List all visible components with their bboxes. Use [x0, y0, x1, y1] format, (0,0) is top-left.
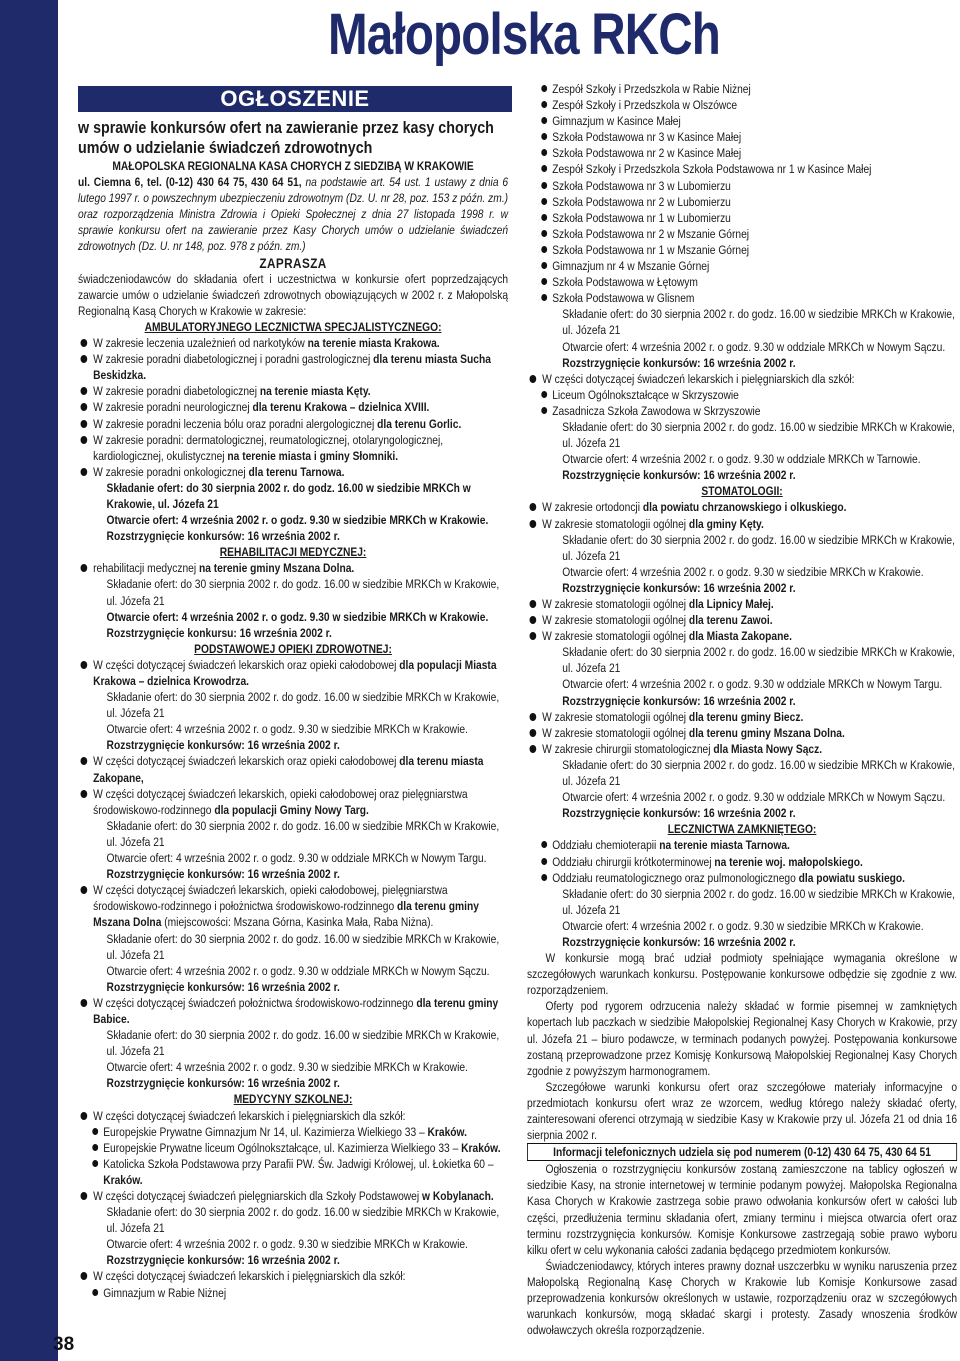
item-text: W zakresie poradni onkologicznej	[93, 464, 246, 479]
deadline-text: Składanie ofert: do 30 sierpnia 2002 r. do godz. 16.00 w siedzibie MRKCh w Krakowie, ul. Józefa 21	[106, 1205, 500, 1236]
org-name: MAŁOPOLSKA REGIONALNA KASA CHORYCH Z SIEDZIBĄ W KRAKOWIE	[112, 159, 474, 173]
school-item: Gimnazjum nr 4 w Mszanie Górnej	[527, 258, 957, 274]
item-text: W zakresie stomatologii ogólnej	[542, 709, 687, 724]
item-area: dla gminy Kęty.	[688, 516, 764, 531]
item-area: dla terenu gminy Mszana Dolna	[93, 899, 479, 930]
resolution-text: Rozstrzygnięcie konkursów: 16 września 2002 r.	[106, 867, 340, 882]
item-area: dla terenu Krakowa – dzielnica XVIII.	[252, 400, 430, 415]
school-item	[527, 854, 957, 870]
item-text: W części dotyczącej świadczeń lekarskich, opieki całodobowej oraz pielęgniarstwa środowiskowo-rodzinnego	[93, 786, 468, 817]
school-item: Zasadnicza Szkoła Zawodowa w Skrzyszowie	[527, 403, 957, 419]
list-item: W części dotyczącej świadczeń lekarskich i pielęgniarskich dla szkół:	[78, 1268, 508, 1284]
org-address: ul. Ciemna 6, tel. (0-12) 430 64 75, 430 64 51,	[78, 175, 302, 190]
item-area: Kraków.	[461, 1140, 501, 1155]
opening-text: Otwarcie ofert: 4 września 2002 r. o godz. 9.30 w siedzibie MRKCh w Krakowie.	[106, 513, 489, 528]
list-item	[78, 464, 508, 480]
item-area: dla powiatu suskiego.	[798, 870, 906, 885]
announcement-title: w sprawie konkursów ofert na zawieranie przez kasy chorych umów o udzielanie świadczeń zdrowotnych	[78, 118, 494, 157]
item-area: na terenie miasta i gminy Słomniki.	[227, 448, 399, 463]
resolution-text: Rozstrzygnięcie konkursów: 16 września 2002 r.	[562, 580, 796, 595]
conditions-paragraph: W konkursie mogą brać udział podmioty spełniające wymagania określone w szczegółowych warunkach konkursu. Postępowanie konkursowe odbędzie się zgodnie z ww. rozporządzeniem.	[527, 951, 958, 998]
dentistry-list	[527, 596, 957, 644]
section-ambulatory: AMBULATORYJNEGO LECZNICTWA SPECJALISTYCZNEGO:	[144, 319, 442, 334]
opening-text: Otwarcie ofert: 4 września 2002 r. o godz. 9.30 w siedzibie MRKCh w Krakowie.	[106, 1060, 468, 1075]
deadline-text: Składanie ofert: do 30 sierpnia 2002 r. do godz. 16.00 w siedzibie MRKCh w Krakowie, ul. Józefa 21	[106, 690, 500, 721]
opening-text: Otwarcie ofert: 4 września 2002 r. o godz. 9.30 w oddziale MRKCh w Nowym Sączu.	[562, 339, 946, 354]
item-area: dla terenu gminy Babice.	[93, 995, 499, 1026]
item-text: Europejskie Prywatne Gimnazjum Nr 14, ul. Kazimierza Wielkiego 33 –	[103, 1124, 425, 1139]
item-area: dla populacji Miasta Krakowa – dzielnica Krowodrza.	[93, 657, 497, 688]
legal-basis-text: na podstawie art. 54 ust. 1 ustawy z dnia 6 lutego 1997 r. o powszechnym ubezpieczeniu zdrowotnym (Dz. U. nr 28, poz. 153 z późn. zm.) oraz rozporządzenia Ministra Zdrowia i Opieki Społecznej z dnia 27 listopada 1998 r. w sprawie konkursu ofert na zawieranie przez Kasy Chorych umów o udzielanie świadczeń zdrowotnych (Dz. U. nr 148, poz. 978 z późn. zm.)	[78, 175, 509, 254]
item-area: dla populacji Gminy Nowy Targ.	[214, 802, 369, 817]
school-item: Gimnazjum w Kasince Małej	[527, 113, 957, 129]
item-area: dla terenu miasta Sucha Beskidzka.	[93, 352, 491, 383]
list-item	[78, 560, 508, 576]
item-text: W zakresie stomatologii ogólnej	[542, 516, 687, 531]
item-text: W zakresie poradni diabetologicznej i poradni gastrologicznej	[93, 352, 371, 367]
list-item	[527, 628, 957, 644]
opening-text: Otwarcie ofert: 4 września 2002 r. o godz. 9.30 w oddziale MRKCh w Nowym Targu.	[106, 851, 487, 866]
school-item: Gimnazjum w Rabie Niżnej	[78, 1285, 508, 1301]
item-area: dla terenu Zawoi.	[688, 613, 773, 628]
right-column	[527, 81, 957, 1338]
school-list	[527, 387, 957, 419]
item-text: Europejskie Prywatne liceum Ogólnokształcące, ul. Kazimierza Wielkiego 33 –	[103, 1140, 459, 1155]
invite-heading: ZAPRASZA	[259, 254, 327, 271]
list-item	[78, 995, 508, 1027]
section-rehabilitation: REHABILITACJI MEDYCZNEJ:	[219, 545, 367, 560]
list-item	[78, 335, 508, 351]
section-primary-care: PODSTAWOWEJ OPIEKI ZDROWOTNEJ:	[194, 641, 392, 656]
item-area: na terenie gminy Mszana Dolna.	[198, 561, 355, 576]
item-text: Oddziału chemioterapii	[552, 838, 657, 853]
school-item	[78, 1124, 508, 1140]
school-item	[527, 837, 957, 853]
opening-text: Otwarcie ofert: 4 września 2002 r. o godz. 9.30 w oddziale MRKCh w Nowym Sączu.	[106, 963, 490, 978]
deadline-text: Składanie ofert: do 30 sierpnia 2002 r. do godz. 16.00 w siedzibie MRKCh w Krakowie, ul. Józefa 21	[562, 307, 955, 338]
item-text: W części dotyczącej świadczeń lekarskich, opieki całodobowej, pielęgniarstwa środowiskowo-rodzinnego i położnictwa środowiskowo-rodzinnego	[93, 883, 448, 914]
list-item	[78, 351, 508, 383]
dentistry-list	[527, 709, 957, 757]
item-area: na terenie woj. małopolskiego.	[714, 854, 863, 869]
inpatient-list	[527, 837, 957, 885]
item-area: na terenie miasta Krakowa.	[307, 336, 440, 351]
item-text: Katolicka Szkoła Podstawowa przy Parafii PW. Św. Jadwigi Królowej, ul. Łokietka 60 –	[103, 1156, 494, 1171]
opening-text: Otwarcie ofert: 4 września 2002 r. o godz. 9.30 w siedzibie MRKCh w Krakowie.	[106, 722, 468, 737]
item-area: na terenie miasta Tarnowa.	[659, 838, 790, 853]
opening-text: Otwarcie ofert: 4 września 2002 r. o godz. 9.30 w siedzibie MRKCh w Krakowie.	[106, 1237, 468, 1252]
item-text: W części dotyczącej świadczeń pielęgniarskich dla Szkoły Podstawowej	[93, 1189, 420, 1203]
legal-basis	[78, 174, 508, 254]
item-text: W zakresie poradni leczenia bólu oraz poradni alergologicznej	[93, 416, 375, 431]
list-item	[78, 383, 508, 399]
school-item: Szkoła Podstawowa nr 2 w Mszanie Górnej	[527, 226, 957, 242]
resolution-text: Rozstrzygnięcie konkursu: 16 września 2002 r.	[106, 625, 332, 640]
school-item: Szkoła Podstawowa nr 3 w Kasince Małej	[527, 129, 957, 145]
item-text: W zakresie stomatologii ogólnej	[542, 613, 687, 628]
deadline-text: Składanie ofert: do 30 sierpnia 2002 r. do godz. 16.00 w siedzibie MRKCh w Krakowie, ul. Józefa 21	[106, 1028, 500, 1059]
deadline-text: Składanie ofert: do 30 sierpnia 2002 r. do godz. 16.00 w siedzibie MRKCh w Krakowie, ul. Józefa 21	[562, 886, 955, 917]
list-item	[78, 399, 508, 415]
list-item	[527, 499, 957, 515]
item-area: dla terenu miasta Zakopane,	[93, 754, 484, 785]
item-text: W zakresie ortodoncji	[542, 500, 640, 515]
deadline-text: Składanie ofert: do 30 sierpnia 2002 r. do godz. 16.00 w siedzibie MRKCh w Krakowie, ul. Józefa 21	[106, 577, 500, 608]
item-area: dla Miasta Nowy Sącz.	[713, 741, 823, 756]
left-column	[78, 118, 508, 1301]
item-text: W zakresie poradni neurologicznej	[93, 400, 250, 415]
sidebar-gap	[58, 0, 78, 1361]
list-item	[78, 657, 508, 689]
school-list	[527, 81, 957, 306]
resolution-text: Rozstrzygnięcie konkursów: 16 września 2002 r.	[562, 934, 796, 949]
item-text: W zakresie chirurgii stomatologicznej	[542, 741, 711, 756]
item-note: (miejscowości: Mszana Górna, Kasinka Mała, Raba Niżna).	[164, 915, 434, 930]
masthead-title: Małopolska RKCh	[328, 2, 721, 67]
list-item	[78, 786, 508, 818]
section-school-medicine: MEDYCYNY SZKOLNEJ:	[233, 1092, 353, 1107]
item-text: W części dotyczącej świadczeń lekarskich oraz opieki całodobowej	[93, 657, 397, 672]
intro-text: świadczeniodawców do składania ofert i uczestnictwa w konkursie ofert poprzedzających zawarcie umów o udzielanie świadczeń zdrowotnych obowiązujących w 2002 r. z Małopolską Regionalną Kasą Chorych w Krakowie w zakresie:	[78, 271, 509, 318]
item-text: rehabilitacji medycznej	[93, 561, 197, 576]
list-item: W części dotyczącej świadczeń lekarskich i pielęgniarskich dla szkół:	[78, 1108, 508, 1124]
list-item	[527, 741, 957, 757]
resolution-text: Rozstrzygnięcie konkursów: 16 września 2002 r.	[562, 693, 796, 708]
item-area: dla powiatu chrzanowskiego i olkuskiego.	[642, 500, 847, 515]
list-item	[78, 753, 508, 785]
item-area: dla terenu Tarnowa.	[248, 464, 345, 479]
school-item: Szkoła Podstawowa nr 2 w Lubomierzu	[527, 194, 957, 210]
results-paragraph: Ogłoszenia o rozstrzygnięciu konkursów zostaną zamieszczone na tablicy ogłoszeń w siedzibie Kasy, na stronie internetowej w terminie podanym powyżej. Małopolska Regionalna Kasa Chorych w Krakowie zastrzega sobie prawo odwołania konkursów ofert w całości lub części, przedłużenia terminu składania ofert, zmiany terminu i miejsca otwarcia ofert oraz terminu rozstrzygnięcia konkursów. Komisje Konkursowe zastrzegają sobie prawo wyboru kilku ofert w celu wykonania całości zadania będącego przedmiotem konkursów.	[527, 1162, 958, 1257]
list-item	[78, 1188, 508, 1204]
item-area: Kraków.	[103, 1172, 143, 1187]
item-area: w Kobylanach.	[422, 1189, 494, 1203]
deadline-text: Składanie ofert: do 30 sierpnia 2002 r. do godz. 16.00 w siedzibie MRKCh w Krakowie, ul. Józefa 21	[562, 532, 955, 563]
deadline-text: Składanie ofert: do 30 sierpnia 2002 r. do godz. 16.00 w siedzibie MRKCh w Krakowie, ul. Józefa 21	[106, 931, 500, 962]
item-area: dla terenu gminy Mszana Dolna.	[688, 725, 845, 740]
school-item: Szkoła Podstawowa nr 2 w Kasince Małej	[527, 145, 957, 161]
page-sidebar-band	[0, 0, 58, 1361]
item-area: dla terenu Gorlic.	[377, 416, 462, 431]
opening-text: Otwarcie ofert: 4 września 2002 r. o godz. 9.30 w oddziale MRKCh w Tarnowie.	[562, 452, 921, 467]
school-item: Zespół Szkoły i Przedszkola Szkoła Podstawowa nr 1 w Kasince Małej	[527, 161, 957, 177]
list-item	[527, 709, 957, 725]
dentistry-list	[527, 499, 957, 531]
item-text: Oddziału reumatologicznego oraz pulmonologicznego	[552, 870, 796, 885]
item-text: W zakresie stomatologii ogólnej	[542, 725, 687, 740]
item-text: W zakresie poradni diabetologicznej	[93, 384, 258, 399]
school-item: Zespół Szkoły i Przedszkola w Olszówce	[527, 97, 957, 113]
school-item: Zespół Szkoły i Przedszkola w Rabie Niżnej	[527, 81, 957, 97]
resolution-text: Rozstrzygnięcie konkursów: 16 września 2002 r.	[562, 806, 796, 821]
opening-text: Otwarcie ofert: 4 września 2002 r. o godz. 9.30 w oddziale MRKCh w Nowym Sączu.	[562, 790, 946, 805]
deadline-text: Składanie ofert: do 30 sierpnia 2002 r. do godz. 16.00 w siedzibie MRKCh w Krakowie, ul. Józefa 21	[562, 757, 955, 789]
item-area: Kraków.	[427, 1124, 467, 1139]
page-number: 38	[53, 1334, 75, 1355]
item-text: Oddziału chirurgii krótkoterminowej	[552, 854, 712, 869]
phone-info-box: Informacji telefonicznych udziela się pod numerem (0-12) 430 64 75, 430 64 51	[527, 1143, 957, 1161]
ambulatory-list	[78, 335, 508, 480]
resolution-text: Rozstrzygnięcie konkursów: 16 września 2002 r.	[106, 738, 340, 753]
item-area: dla Miasta Zakopane.	[688, 629, 792, 644]
school-item	[527, 870, 957, 886]
section-dentistry: STOMATOLOGII:	[701, 484, 783, 499]
list-item	[527, 725, 957, 741]
list-item	[527, 612, 957, 628]
item-text: W części dotyczącej świadczeń lekarskich oraz opieki całodobowej	[93, 754, 397, 769]
list-item	[78, 416, 508, 432]
school-item	[78, 1156, 508, 1188]
deadline-text: Składanie ofert: do 30 sierpnia 2002 r. do godz. 16.00 w siedzibie MRKCh w Krakowie, ul. Józefa 21	[106, 480, 471, 511]
list-item	[527, 596, 957, 612]
list-item	[527, 516, 957, 532]
item-text: W zakresie leczenia uzależnień od narkotyków	[93, 336, 305, 351]
opening-text: Otwarcie ofert: 4 września 2002 r. o godz. 9.30 w siedzibie MRKCh w Krakowie.	[562, 564, 924, 579]
submission-paragraph: Oferty pod rygorem odrzucenia należy składać w formie pisemnej w zamkniętych kopertach lub paczkach w siedzibie Małopolskiej Regionalnej Kasy Chorych w Krakowie, przy ul. Józefa 21 – biuro podawcze, w terminach podanych powyżej. Postępowania konkursowe zostaną przeprowadzone przez Komisję Konkursową Małopolskiej Regionalnej Kasy Chorych zgodnie z powyższym harmonogramem.	[527, 999, 958, 1078]
school-item: Szkoła Podstawowa nr 1 w Lubomierzu	[527, 210, 957, 226]
item-text: W zakresie poradni: dermatologicznej, reumatologicznej, otolaryngologicznej, kardiologicznej, okulistycznej	[93, 432, 444, 463]
resolution-text: Rozstrzygnięcie konkursów: 16 września 2002 r.	[562, 355, 796, 370]
school-list	[78, 1124, 508, 1188]
appeals-paragraph: Świadczeniodawcy, których interes prawny doznał uszczerbku w wyniku naruszenia przez Małopolską Regionalną Kasę Chorych w Krakowie lub Komisje Konkursowe zasad przeprowadzenia konkursów określonych w ustawie, rozporządzeniu oraz w szczegółowych warunkach konkursów, mogą składać skargi i protesty. Zasady wnoszenia środków odwoławczych określa rozporządzenie.	[527, 1258, 958, 1338]
list-item: W części dotyczącej świadczeń lekarskich i pielęgniarskich dla szkół:	[527, 371, 957, 387]
item-text: W zakresie stomatologii ogólnej	[542, 597, 687, 611]
school-item: Szkoła Podstawowa nr 1 w Mszanie Górnej	[527, 242, 957, 258]
school-item: Szkoła Podstawowa nr 3 w Lubomierzu	[527, 178, 957, 194]
resolution-text: Rozstrzygnięcie konkursów: 16 września 2002 r.	[106, 1076, 340, 1091]
list-item	[78, 432, 508, 464]
item-area: dla terenu gminy Biecz.	[688, 709, 804, 724]
item-area: na terenie miasta Kęty.	[259, 384, 371, 399]
school-item: Szkoła Podstawowa w Łętowym	[527, 274, 957, 290]
resolution-text: Rozstrzygnięcie konkursów: 16 września 2002 r.	[562, 468, 796, 483]
resolution-text: Rozstrzygnięcie konkursów: 16 września 2002 r.	[106, 979, 340, 994]
section-inpatient: LECZNICTWA ZAMKNIĘTEGO:	[667, 822, 817, 837]
opening-text: Otwarcie ofert: 4 września 2002 r. o godz. 9.30 w siedzibie MRKCh w Krakowie.	[562, 918, 924, 933]
opening-text: Otwarcie ofert: 4 września 2002 r. o godz. 9.30 w siedzibie MRKCh w Krakowie.	[106, 609, 489, 624]
item-area: dla Lipnicy Małej.	[688, 597, 774, 611]
item-text: W części dotyczącej świadczeń położnictwa środowiskowo-rodzinnego	[93, 995, 414, 1010]
list-item	[78, 882, 508, 930]
deadline-text: Składanie ofert: do 30 sierpnia 2002 r. do godz. 16.00 w siedzibie MRKCh w Krakowie, ul. Józefa 21	[106, 818, 500, 849]
materials-paragraph: Szczegółowe warunki konkursu ofert oraz szczegółowe materiały informacyjne o przedmiotach konkursu ofert wraz ze wzorcem, według którego należy składać oferty, zainteresowani oferenci otrzymają w siedzibie Kasy w Krakowie przy ul. Józefa 21 od dnia 16 sierpnia 2002 r.	[527, 1079, 958, 1143]
school-item	[78, 1140, 508, 1156]
opening-text: Otwarcie ofert: 4 września 2002 r. o godz. 9.30 w oddziale MRKCh w Nowym Targu.	[562, 677, 943, 692]
announcement-banner: OGŁOSZENIE	[78, 86, 512, 112]
school-item: Szkoła Podstawowa w Glisnem	[527, 290, 957, 306]
deadline-text: Składanie ofert: do 30 sierpnia 2002 r. do godz. 16.00 w siedzibie MRKCh w Krakowie, ul. Józefa 21	[562, 419, 955, 451]
resolution-text: Rozstrzygnięcie konkursów: 16 września 2002 r.	[106, 529, 340, 544]
item-text: W zakresie stomatologii ogólnej	[542, 629, 687, 644]
school-item: Liceum Ogólnokształcące w Skrzyszowie	[527, 387, 957, 403]
deadline-text: Składanie ofert: do 30 sierpnia 2002 r. do godz. 16.00 w siedzibie MRKCh w Krakowie, ul. Józefa 21	[562, 645, 955, 676]
resolution-text: Rozstrzygnięcie konkursów: 16 września 2002 r.	[106, 1253, 340, 1268]
